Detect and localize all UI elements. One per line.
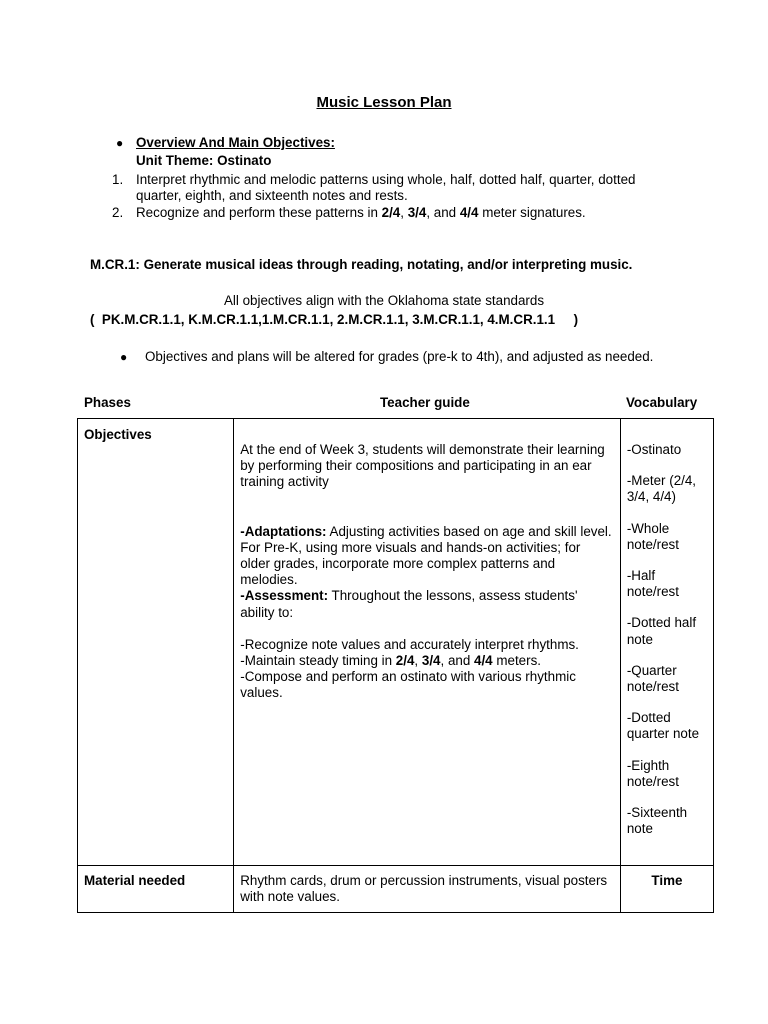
unit-theme: Unit Theme: Ostinato xyxy=(136,153,272,168)
guide-intro: At the end of Week 3, students will demonstrate their learning by performing their compositions and participating in an ear training activity xyxy=(240,442,605,490)
vocab-item: -Quarter note/rest xyxy=(626,662,679,695)
assessment-point-1: -Recognize note values and accurately interpret rhythms. xyxy=(240,636,579,652)
vocab-item: -Eighth note/rest xyxy=(626,757,679,789)
teacher-guide-cell xyxy=(234,419,621,866)
list-number: 1. xyxy=(112,172,124,187)
vocabulary-cell xyxy=(620,419,713,866)
objective-1-line1: Interpret rhythmic and melodic patterns using whole, half, dotted half, quarter, dotted xyxy=(136,172,636,187)
header-phases: Phases xyxy=(84,395,131,410)
standards-list: ( PK.M.CR.1.1, K.M.CR.1.1,1.M.CR.1.1, 2.M.CR.1.1, 3.M.CR.1.1, 4.M.CR.1.1 ) xyxy=(90,312,579,327)
header-vocabulary: Vocabulary xyxy=(626,395,698,410)
time-label: Time xyxy=(620,866,713,913)
alignment-note: All objectives align with the Oklahoma state standards xyxy=(223,293,545,308)
objective-2: Recognize and perform these patterns in 2/4, 3/4, and 4/4 meter signatures. xyxy=(136,205,586,220)
list-number: 2. xyxy=(112,205,124,220)
vocab-item: -Ostinato xyxy=(626,442,682,457)
table-row xyxy=(78,866,714,913)
page-title: Music Lesson Plan xyxy=(316,94,452,111)
header-teacher-guide: Teacher guide xyxy=(380,395,470,410)
objectives-label: Objectives xyxy=(84,427,152,442)
materials-label: Material needed xyxy=(84,873,186,888)
overview-heading: Overview And Main Objectives: xyxy=(136,135,335,150)
grades-note: Objectives and plans will be altered for grades (pre-k to 4th), and adjusted as needed. xyxy=(145,349,654,364)
vocab-item: -Half note/rest xyxy=(626,568,679,600)
vocab-item: -Whole note/rest xyxy=(626,520,679,552)
bullet-icon: ● xyxy=(120,350,128,364)
objective-1-line2: quarter, eighth, and sixteenth notes and rests. xyxy=(136,188,408,203)
bullet-icon: ● xyxy=(116,136,124,150)
vocab-item: -Dotted quarter note xyxy=(626,710,700,742)
standard-statement: M.CR.1: Generate musical ideas through reading, notating, and/or interpreting music. xyxy=(90,257,633,272)
adaptations: -Adaptations: Adjusting activities based on age and skill level. For Pre-K, using more visuals and hands-on activities; for older grades, incorporate more complex patterns and melodies. xyxy=(240,523,612,588)
vocab-item: -Dotted half note xyxy=(626,615,697,647)
vocab-item: -Meter (2/4, 3/4, 4/4) xyxy=(626,473,697,505)
assessment: -Assessment: Throughout the lessons, assess students' ability to: xyxy=(240,588,578,620)
assessment-point-2: -Maintain steady timing in 2/4, 3/4, and 4/4 meters. xyxy=(240,653,542,669)
table-row xyxy=(78,419,714,866)
lesson-table xyxy=(77,418,714,913)
materials-text: Rhythm cards, drum or percussion instruments, visual posters with note values. xyxy=(234,866,621,913)
vocab-item: -Sixteenth note xyxy=(626,805,688,837)
assessment-point-3: -Compose and perform an ostinato with various rhythmic values. xyxy=(240,669,576,701)
